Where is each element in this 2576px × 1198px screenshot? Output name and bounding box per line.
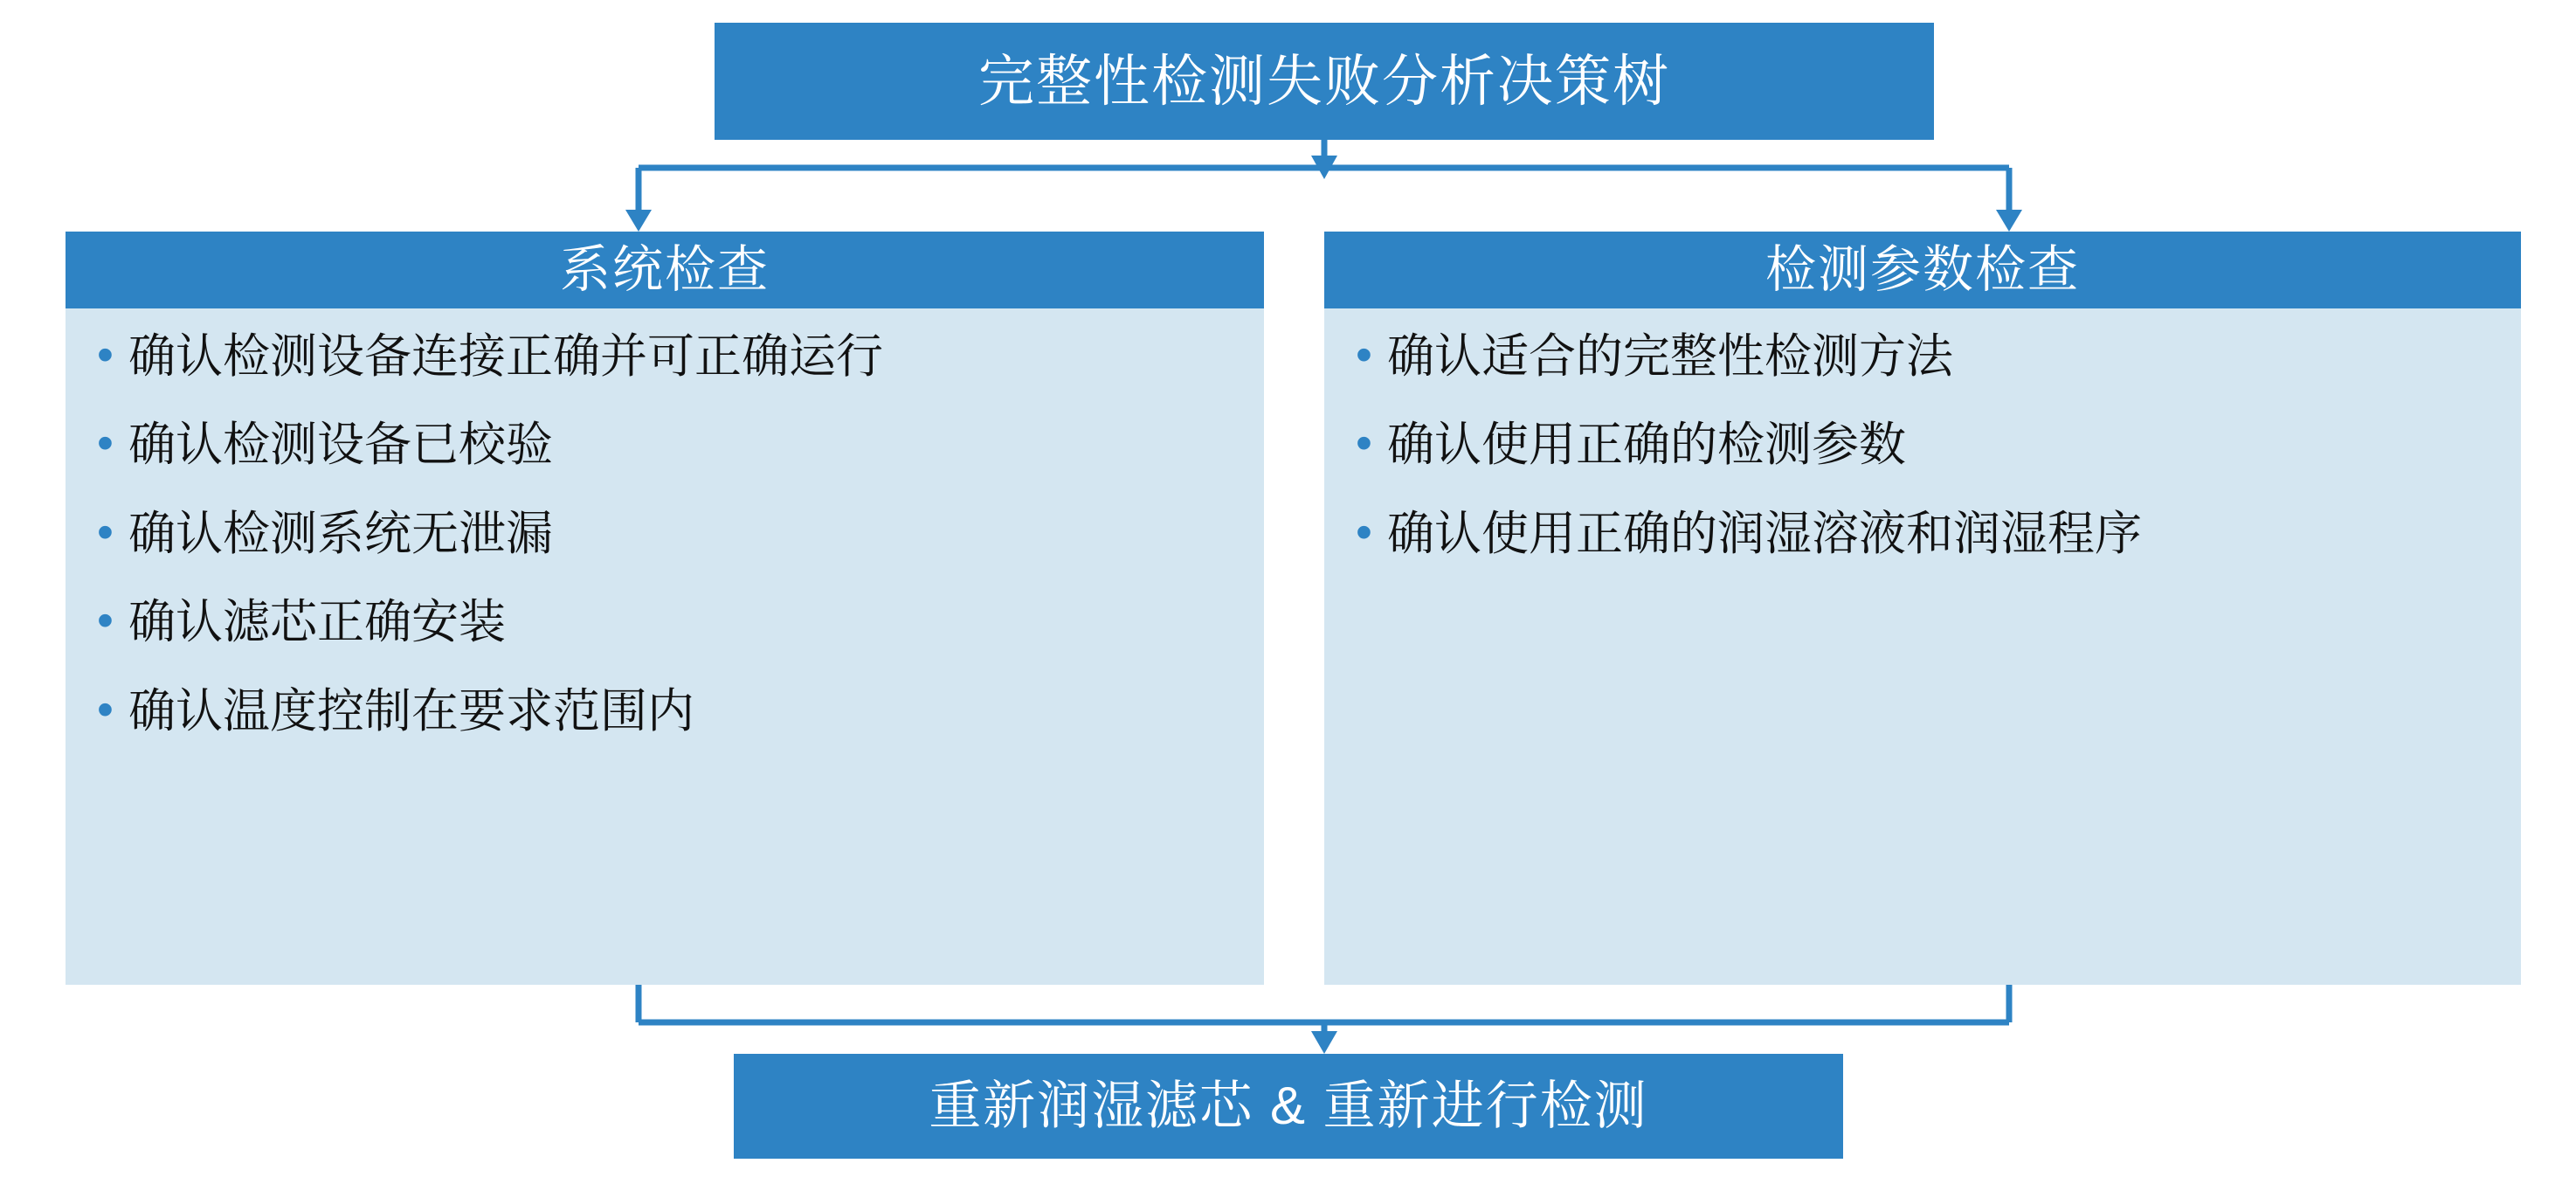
list-item: • 确认检测设备已校验 [92,419,1238,471]
branch-header [1324,232,2521,308]
list-item: • 确认检测设备连接正确并可正确运行 [92,331,1238,383]
branch-body [1324,308,2521,560]
branch-header [66,232,1264,308]
branch-header-label: 系统检查 [559,241,770,298]
branch-item-list [92,331,1238,737]
branch-header-label: 检测参数检查 [1765,241,2080,298]
branch-body [66,308,1264,737]
list-item: • 确认适合的完整性检测方法 [1350,331,2495,383]
branch-item-list [1350,331,2495,560]
root-node-label: 完整性检测失败分析决策树 [978,50,1670,113]
list-item: • 确认使用正确的检测参数 [1350,419,2495,471]
list-item: • 确认使用正确的润湿溶液和润湿程序 [1350,509,2495,560]
outcome-node-label: 重新润湿滤芯 & 重新进行检测 [929,1077,1648,1135]
list-item: • 确认温度控制在要求范围内 [92,686,1238,737]
list-item: • 确认滤芯正确安装 [92,597,1238,648]
list-item: • 确认检测系统无泄漏 [92,509,1238,560]
branch-panel-system-check [66,232,1264,985]
branch-panel-parameter-check [1324,232,2521,985]
outcome-node [734,1054,1843,1159]
